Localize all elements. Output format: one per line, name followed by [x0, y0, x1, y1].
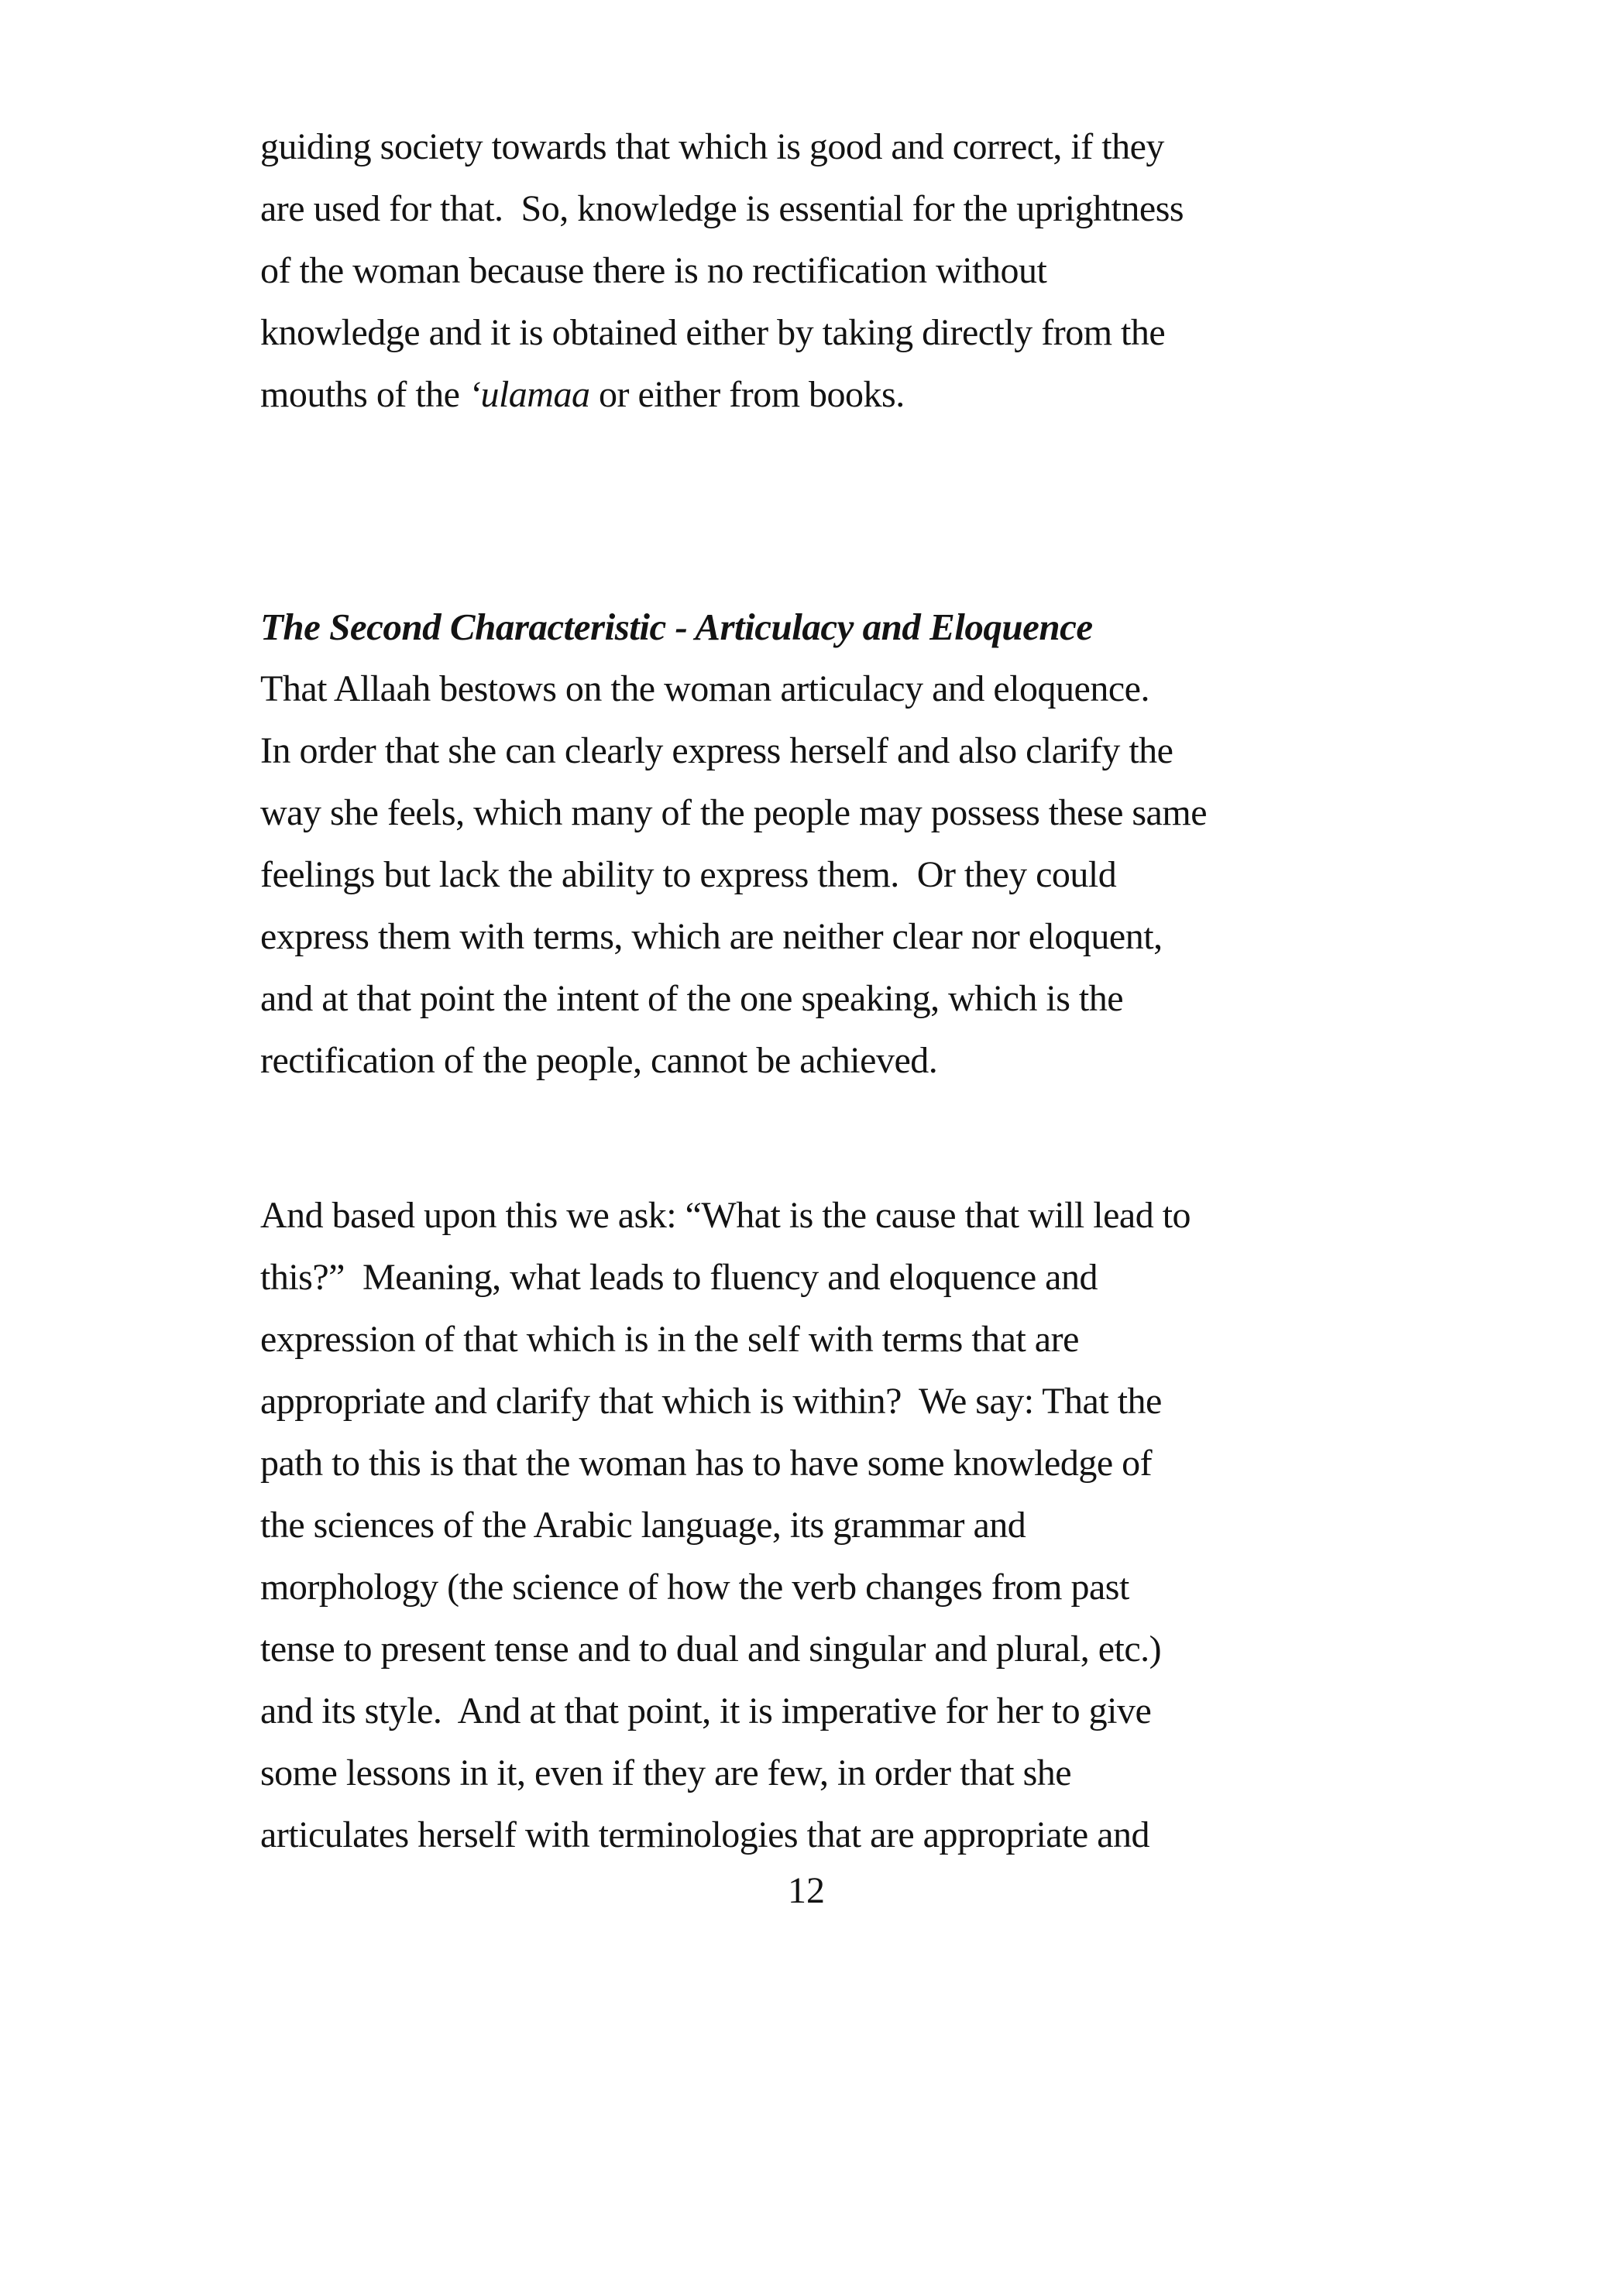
text-line: In order that she can clearly express herself and also clarify the [260, 730, 1173, 771]
text-line: rectification of the people, cannot be achieved. [260, 1040, 938, 1081]
text-line: express them with terms, which are neither clear nor eloquent, [260, 916, 1163, 957]
paragraph-1 [260, 116, 1352, 426]
text-line: some lessons in it, even if they are few, in order that she [260, 1752, 1072, 1793]
text-block [260, 116, 1352, 1922]
transliterated-term: ‘ulamaa [468, 374, 590, 415]
text-segment: or either from books. [589, 374, 905, 415]
text-line: way she feels, which many of the people may possess these same [260, 792, 1207, 833]
text-line: path to this is that the woman has to have some knowledge of [260, 1443, 1153, 1484]
text-line: articulates herself with terminologies that are appropriate and [260, 1814, 1150, 1855]
section-heading: The Second Characteristic - Articulacy and Eloquence [260, 606, 1093, 648]
text-line: That Allaah bestows on the woman articulacy and eloquence. [260, 668, 1149, 709]
text-line: and its style. And at that point, it is imperative for her to give [260, 1690, 1152, 1731]
text-line: appropriate and clarify that which is within? We say: That the [260, 1381, 1162, 1422]
text-segment: mouths of the [260, 374, 469, 415]
text-line: tense to present tense and to dual and singular and plural, etc.) [260, 1628, 1162, 1670]
text-line: the sciences of the Arabic language, its grammar and [260, 1505, 1026, 1546]
text-line: feelings but lack the ability to express them. Or they could [260, 854, 1117, 895]
text-line: and at that point the intent of the one speaking, which is the [260, 978, 1124, 1019]
text-line: expression of that which is in the self with terms that are [260, 1319, 1079, 1360]
text-line [260, 364, 1352, 426]
text-line: are used for that. So, knowledge is essential for the uprightness [260, 188, 1184, 229]
text-line: morphology (the science of how the verb changes from past [260, 1567, 1129, 1608]
text-line: knowledge and it is obtained either by taking directly from the [260, 312, 1166, 353]
text-line: this?” Meaning, what leads to fluency and eloquence and [260, 1257, 1098, 1298]
text-line: And based upon this we ask: “What is the cause that will lead to [260, 1195, 1191, 1236]
page-number: 12 [788, 1870, 825, 1911]
text-line: guiding society towards that which is good and correct, if they [260, 126, 1164, 167]
text-line: of the woman because there is no rectification without [260, 250, 1047, 291]
paragraph-3 [260, 1185, 1352, 1866]
paragraph-2 [260, 658, 1352, 1092]
